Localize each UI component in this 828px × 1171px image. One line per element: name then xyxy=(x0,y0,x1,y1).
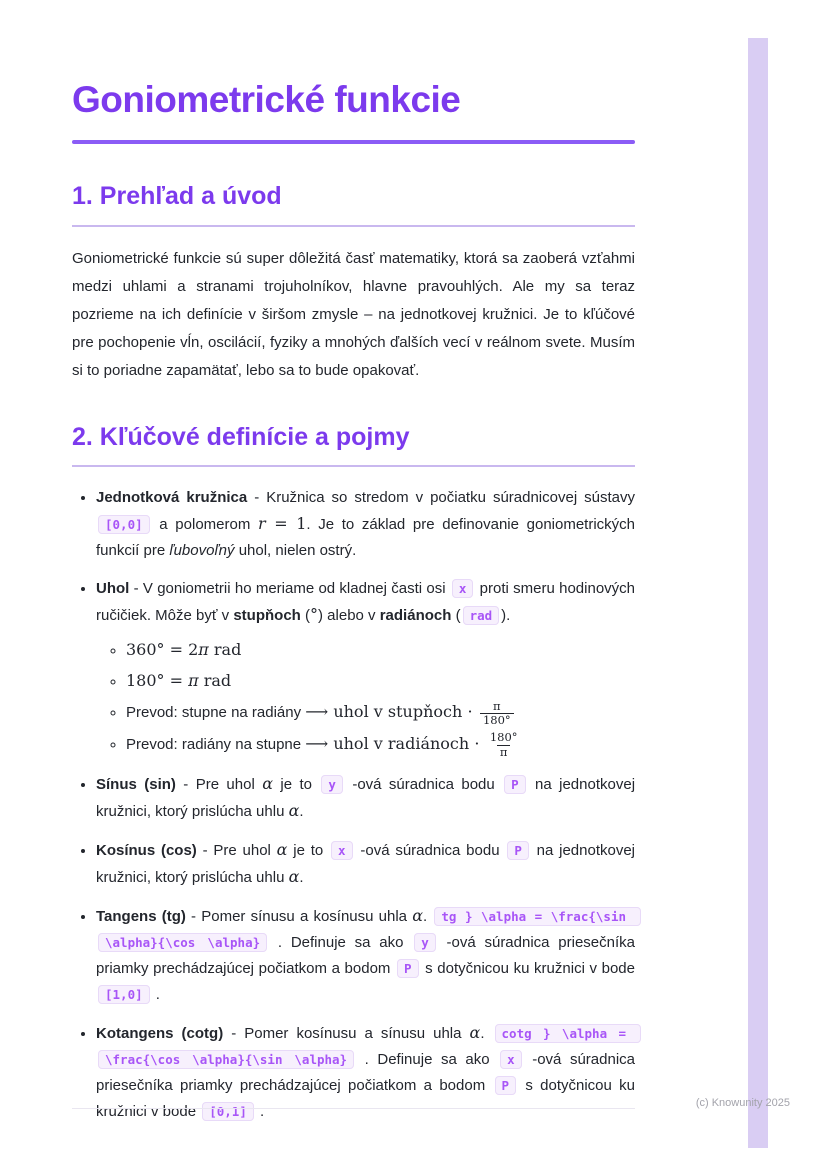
title-divider xyxy=(72,140,635,144)
text-segment: . Definuje sa ako xyxy=(356,1050,499,1068)
inline-code: x xyxy=(331,841,353,860)
sub-item-360deg xyxy=(126,637,635,664)
math-text: rad xyxy=(198,671,232,691)
math-text: 180° = xyxy=(126,671,189,691)
inline-code: cotg } \alpha = \frac{\cos \alpha}{\sin \alpha} xyxy=(98,1024,641,1069)
definition-item-tangens xyxy=(96,903,635,1008)
definition-text xyxy=(96,1022,643,1120)
inline-code: tg } \alpha = \frac{\sin \alpha}{\cos \alpha} xyxy=(98,907,641,952)
text-segment: a polomerom xyxy=(151,516,258,534)
text-segment: - V goniometrii ho meriame od kladnej časti osi xyxy=(129,580,450,598)
inline-code: y xyxy=(414,933,436,952)
text-segment: - Pre uhol xyxy=(196,841,277,859)
text-segment: . xyxy=(299,802,304,820)
inline-code: y xyxy=(321,775,343,794)
inline-code: [1,0] xyxy=(98,985,150,1004)
text-segment: -ová súradnica bodu xyxy=(344,775,503,793)
section-overview xyxy=(72,180,635,385)
math-fraction: $\frac{180^\circ}{\pi}$ xyxy=(489,730,518,759)
text-segment: -ová súradnica priesečníka priamky prechádzajúcej počiatkom a bodom xyxy=(96,1050,635,1094)
term-label: radiánoch xyxy=(379,607,452,625)
text-segment: ) alebo v xyxy=(318,607,380,625)
inline-code: P xyxy=(397,959,419,978)
scrollbar-track[interactable] xyxy=(748,38,768,1148)
inline-code: [0,0] xyxy=(98,515,150,534)
sub-item-text xyxy=(126,642,241,659)
definition-item-kosinus xyxy=(96,837,635,891)
text-segment: -ová súradnica priesečníka priamky prechádzajúcej počiatkom a bodom xyxy=(96,933,635,977)
math-text: α xyxy=(276,839,288,859)
inline-code: P xyxy=(504,775,526,794)
text-segment: -ová súradnica bodu xyxy=(354,841,506,859)
definition-text xyxy=(96,905,643,1003)
math-text: 360° = 2 xyxy=(126,640,199,660)
text-segment: ľubovoľný xyxy=(169,542,235,560)
inline-code: P xyxy=(495,1076,517,1095)
term-label: Uhol xyxy=(96,580,130,598)
sub-item-text xyxy=(126,698,516,727)
definition-item-sinus xyxy=(96,771,635,825)
text-segment: . Definuje sa ako xyxy=(269,933,413,951)
definition-text xyxy=(96,839,636,886)
section-definitions xyxy=(72,421,635,1125)
text-segment: . xyxy=(480,1024,493,1042)
definitions-list xyxy=(72,485,635,1125)
inline-code: x xyxy=(500,1050,522,1069)
text-segment: je to xyxy=(287,841,330,859)
definition-item-kotangens xyxy=(96,1020,635,1125)
sub-item-180deg xyxy=(126,668,635,695)
text-segment: . xyxy=(151,985,160,1003)
text-segment: s dotyčnicou ku kružnici v bode xyxy=(420,959,635,977)
footer-divider xyxy=(72,1108,635,1109)
text-segment: . xyxy=(255,1102,265,1120)
inline-code: x xyxy=(452,579,474,598)
text-segment: proti smeru hodinových ručičiek. Môže byť v xyxy=(96,580,635,625)
text-segment: s dotyčnicou ku kružnici v bode xyxy=(96,1076,635,1120)
term-label: Sínus (sin) xyxy=(96,775,176,793)
math-text: ° xyxy=(310,605,319,625)
angle-conversion-sublist xyxy=(96,637,635,759)
text-segment: . Je to základ pre definovanie goniometrických funkcií pre xyxy=(96,516,636,560)
intro-paragraph: Goniometrické funkcie sú super dôležitá časť matematiky, ktorá sa zaoberá vzťahmi medzi uhlami a stranami trojuholníkov, hlavne pravouhlých. Ale my sa teraz pozrieme na ich definície v širšom zmysle – na jednotkovej kružnici. Je to kľúčové pre pochopenie vĺn, oscilácií, fyziky a mnohých ďalších vecí v reálnom svete. Musím si to poriadne zapamätať, lebo sa to bude opakovať. xyxy=(72,249,635,379)
text-segment: . xyxy=(299,868,304,886)
math-text: π xyxy=(188,671,199,691)
sub-item-text xyxy=(126,730,523,759)
math-text: r xyxy=(258,514,266,534)
definition-text xyxy=(96,489,635,559)
definition-text xyxy=(96,773,636,820)
text-segment: - Kružnica so stredom v počiatku súradnicovej sústavy xyxy=(247,489,635,507)
text-segment: - Pre uhol xyxy=(175,775,263,793)
term-label: Kotangens (cotg) xyxy=(96,1024,224,1042)
document-content xyxy=(72,62,635,1137)
copyright-text: (c) Knowunity 2025 xyxy=(695,1097,790,1109)
definition-text xyxy=(96,580,635,624)
inline-code: [0,1] xyxy=(202,1102,254,1121)
math-text: ⟶ uhol v stupňoch ⋅ xyxy=(305,702,478,722)
inline-code: P xyxy=(507,841,529,860)
section-1-heading: 1. Prehľad a úvod xyxy=(72,180,635,227)
term-label: Jednotková kružnica xyxy=(96,489,248,507)
definition-item-jednotkova-kruznica xyxy=(96,485,635,564)
page-title: Goniometrické funkcie xyxy=(72,79,461,120)
term-label: Tangens (tg) xyxy=(96,907,186,925)
text-segment: . xyxy=(423,907,433,925)
math-text: ⟶ uhol v radiánoch ⋅ xyxy=(305,734,485,754)
text-segment: Prevod: radiány na stupne xyxy=(126,736,306,754)
text-segment: na jednotkovej kružnici, ktorý prislúcha uhlu xyxy=(96,775,636,820)
text-segment: - Pomer kosínusu a sínusu uhla xyxy=(223,1024,470,1042)
math-text: α xyxy=(412,905,424,925)
math-fraction: $\frac{\pi}{180^\circ}$ xyxy=(480,700,514,727)
text-segment: - Pomer sínusu a kosínusu uhla xyxy=(185,907,413,925)
sub-item-text xyxy=(126,673,231,690)
text-segment: uhol, nielen ostrý. xyxy=(234,542,357,560)
sub-item-deg-to-rad xyxy=(126,699,635,727)
math-text: = 1 xyxy=(265,514,307,534)
definition-item-uhol xyxy=(96,576,635,759)
math-text: α xyxy=(288,800,300,820)
text-segment: je to xyxy=(273,775,320,793)
inline-code: rad xyxy=(463,606,500,625)
text-segment: ( xyxy=(300,607,311,625)
text-segment: ). xyxy=(501,607,511,625)
math-text: α xyxy=(288,866,300,886)
term-label: stupňoch xyxy=(233,607,301,625)
section-2-heading: 2. Kľúčové definície a pojmy xyxy=(72,421,635,468)
text-segment: Prevod: stupne na radiány xyxy=(126,704,306,722)
math-text: rad xyxy=(208,640,242,660)
text-segment: ( xyxy=(451,607,461,625)
math-text: α xyxy=(262,773,274,793)
term-label: Kosínus (cos) xyxy=(96,841,197,859)
math-text: π xyxy=(198,640,209,660)
text-segment: na jednotkovej kružnici, ktorý prislúcha uhlu xyxy=(96,841,636,886)
sub-item-rad-to-deg xyxy=(126,731,635,759)
math-text: α xyxy=(469,1022,481,1042)
